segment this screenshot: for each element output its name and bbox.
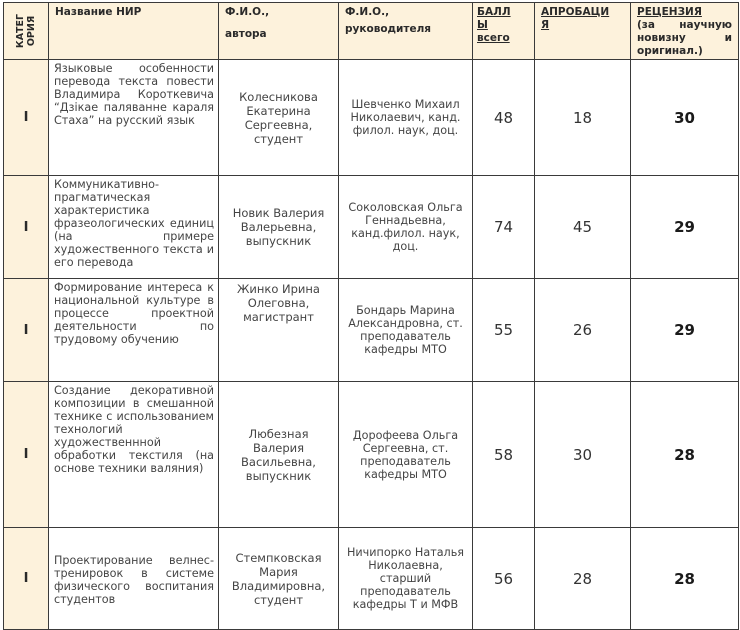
table-row [4,528,739,630]
approbation-score-cell: 28 [535,528,631,630]
approbation-score-cell: 26 [535,279,631,382]
header-total-line2: Ы [477,19,488,31]
approbation-score-cell: 18 [535,60,631,176]
title-cell: Языковые особенности перевода текста повести Владимира Короткевича “Дзікае паляванне караля Стаха” на русский язык [49,60,219,176]
review-score-cell: 28 [631,382,739,528]
header-total-line1: БАЛЛ [477,6,511,18]
supervisor-cell: Бондарь Марина Александровна, ст. преподаватель кафедры МТО [339,279,473,382]
review-score-cell: 29 [631,279,739,382]
title-cell: Создание декоративной композиции в смешанной технике с использованием технологий художественнной обработки текстиля (на основе техники валяния) [49,382,219,528]
header-title-text: Название НИР [55,6,142,18]
header-review-line2: (за научную новизну и оригинал.) [637,19,732,57]
header-total-line3: всего [477,32,510,44]
review-score-cell: 29 [631,176,739,279]
category-cell: I [4,279,49,382]
approbation-score-cell: 45 [535,176,631,279]
research-works-table [3,2,739,630]
supervisor-cell: Шевченко Михаил Николаевич, канд. филол. наук, доц. [339,60,473,176]
header-author-line2: автора [225,28,267,40]
header-category [4,3,49,60]
total-score-cell: 74 [473,176,535,279]
header-supervisor [339,3,473,60]
header-title [49,3,219,60]
category-cell: I [4,176,49,279]
review-score-cell: 30 [631,60,739,176]
header-total [473,3,535,60]
table-row [4,60,739,176]
header-review-line1: РЕЦЕНЗИЯ [637,6,702,18]
review-score-cell: 28 [631,528,739,630]
table-row [4,176,739,279]
table-header-row [4,3,739,60]
header-author-line1: Ф.И.О., [225,6,270,18]
header-approbation [535,3,631,60]
category-cell: I [4,382,49,528]
title-cell: Проектирование велнес-тренировок в системе физического воспитания студентов [49,528,219,630]
author-cell: Стемпковская Мария Владимировна, студент [219,528,339,630]
category-cell: I [4,528,49,630]
table-row [4,382,739,528]
approbation-score-cell: 30 [535,382,631,528]
header-category-line2: ОРИЯ [25,15,37,46]
category-cell: I [4,60,49,176]
header-supervisor-line2: руководителя [345,23,432,35]
header-review [631,3,739,60]
header-category-line1: КАТЕГ [14,13,26,48]
total-score-cell: 56 [473,528,535,630]
supervisor-cell: Соколовская Ольга Геннадьевна, канд.филол. наук, доц. [339,176,473,279]
table-row [4,279,739,382]
author-cell: Любезная Валерия Васильевна, выпускник [219,382,339,528]
supervisor-cell: Ничипорко Наталья Николаевна, старший преподаватель кафедры Т и МФВ [339,528,473,630]
author-cell: Новик Валерия Валерьевна, выпускник [219,176,339,279]
author-cell: Жинко Ирина Олеговна, магистрант [219,279,339,382]
author-cell: Колесникова Екатерина Сергеевна, студент [219,60,339,176]
header-author [219,3,339,60]
supervisor-cell: Дорофеева Ольга Сергеевна, ст. преподаватель кафедры МТО [339,382,473,528]
total-score-cell: 48 [473,60,535,176]
total-score-cell: 55 [473,279,535,382]
title-cell: Коммуникативно-прагматическая характеристика фразеологических единиц (на примере художественного текста и его перевода [49,176,219,279]
total-score-cell: 58 [473,382,535,528]
header-approbation-line1: АПРОБАЦИ [541,6,610,18]
header-approbation-line2: Я [541,19,550,31]
title-cell: Формирование интереса к национальной культуре в процессе проектной деятельности по трудовому обучению [49,279,219,382]
header-supervisor-line1: Ф.И.О., [345,6,390,18]
